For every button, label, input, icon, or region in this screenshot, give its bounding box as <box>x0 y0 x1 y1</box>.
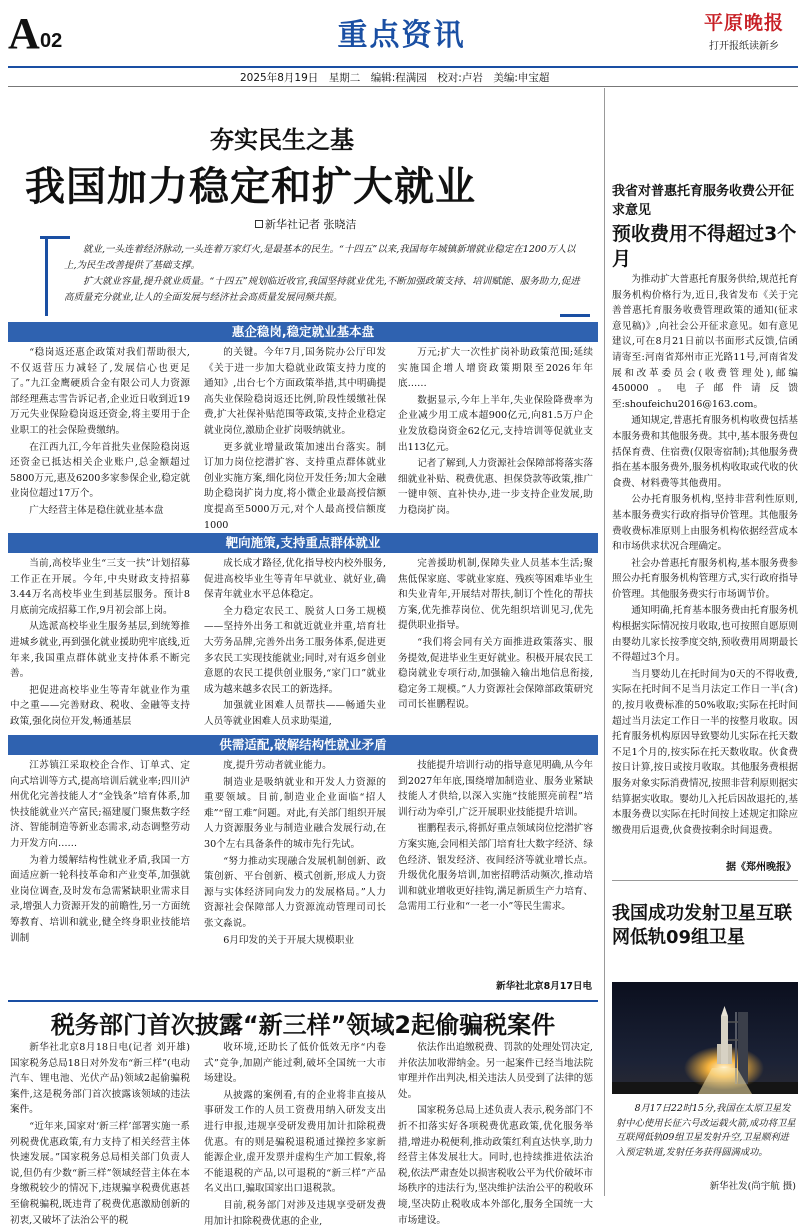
page-number: 02 <box>40 30 63 52</box>
rocket-launch-photo <box>612 982 798 1094</box>
paragraph: 目前,税务部门对涉及违规享受研发费用加计扣除税费优惠的企业, <box>204 1199 386 1227</box>
paragraph: 的关键。今年7月,国务院办公厅印发《关于进一步加大稳就业政策支持力度的通知》,出台七个方面政策举措,其中明确提高失业保险稳岗返还比例,阶段性缓缴社保费,扩大社保补贴范围等政策,支持企业稳定就业岗位,激励企业扩岗吸纳就业。 <box>204 347 386 436</box>
paragraph: 记者了解到,人力资源社会保障部将落实落细就业补贴、税费优惠、担保贷款等政策,推广一键申领、直补快办,进一步支持企业发展,助力稳岗扩岗。 <box>398 458 593 516</box>
paragraph: 广大经营主体是稳住就业基本盘 <box>29 504 164 516</box>
satellite-caption: 8月17日22时15分,我国在太原卫星发射中心使用长征六号改运载火箭,成功将卫星互联网低轨09组卫星发射升空,卫星顺利进入预定轨道,发射任务获得圆满成功。 <box>616 1103 796 1158</box>
paragraph: 加强就业困难人员帮扶——畅通失业人员等就业困难人员求助渠道, <box>204 700 386 727</box>
sidebar-rule <box>604 88 605 1196</box>
lead-text: 就业,一头连着经济脉动,一头连着万家灯火,是最基本的民生。“十四五”以来,我国每年城镇新增就业稳定在1200万人以上,为民生改善提供了基础支撑。 <box>64 244 576 271</box>
page-letter: A <box>8 9 40 58</box>
byline-text: 新华社记者 张晓洁 <box>265 218 357 231</box>
paragraph: 新华社北京8月18日电(记者 刘开雄)国家税务总局18日对外发布“新三样”(电动汽车、锂电池、光伏产品)领域2起偷骗税案件,这是税务部门首次披露该领域的违法案件。 <box>10 1042 190 1116</box>
article-column <box>398 556 593 730</box>
sidebar-headline: 预收费用不得超过3个月 <box>612 223 797 270</box>
paper-name: 平原晚报 <box>703 12 784 34</box>
paragraph: 通知规定,普惠托育服务机构收费包括基本服务费和其他服务费。其中,基本服务费包括保育费、住宿费(仅限寄宿制);其他服务费指在基本服务费外,服务机构收取或代收的伙食费、材料费等其他费用。 <box>612 415 798 489</box>
article-column <box>10 1040 190 1226</box>
paragraph: 社会办普惠托育服务机构,基本服务费参照公办托育服务机构管理方式,实行政府指导价管理。其他服务费实行市场调节价。 <box>612 557 798 600</box>
paragraph: 江苏镇江采取校企合作、订单式、定向式培训等方式,提高培训后就业率;四川泸州优化完善技能人才“金钱条”培育体系,加快技能就业兴产富民;福建厦门聚焦数字经济、智能制造等新业态需求,动态调整劳动力开发方向…… <box>10 760 190 849</box>
article-column <box>204 556 386 730</box>
sidebar-article <box>612 272 798 857</box>
paragraph: 在江西九江,今年首批失业保险稳岗返还资金已抵达相关企业账户,总金额超过5800万元,惠及6200多家参保企业,稳定就业岗位超过17万个。 <box>10 441 190 500</box>
section-bar-1: 惠企稳岗,稳定就业基本盘 <box>8 322 598 342</box>
paragraph: 万元;扩大一次性扩岗补助政策范围;延续实施国企增人增资政策期限至2026年年底…… <box>398 347 593 390</box>
paragraph: “近年来,国家对‘新三样’部署实施一系列税费优惠政策,有力支持了相关经营主体快速发展。”国家税务总局相关部门负责人说,但仍有少数“新三样”领域经营主体在本身缴税较少的情况下,违规骗享税费优惠甚至偷税骗税,既违背了税费优惠激励创新的初衷,又破坏了法治公平的税 <box>10 1120 190 1226</box>
lead-corner-rule <box>560 314 590 317</box>
section-bar-3: 供需适配,破解结构性就业矛盾 <box>8 735 598 755</box>
sidebar-divider <box>612 880 798 881</box>
paragraph: 制造业是吸纳就业和开发人力资源的重要领域。目前,制造业企业面临“招人难”“留工难”问题。对此,有关部门组织开展人力资源服务业与制造业融合发展行动,在30个左右具备条件的城市先行先试。 <box>204 776 386 850</box>
paragraph: 把促进高校毕业生等青年就业作为重中之重——完善财政、税收、金融等支持政策,强化岗位开发,畅通基层 <box>10 684 190 727</box>
rocket-launch-image <box>612 982 798 1094</box>
article-column <box>204 1040 386 1227</box>
photo-credit: 新华社发(尚宇航 摄) <box>709 1181 796 1192</box>
lead-kicker: 夯实民生之基 <box>210 125 354 154</box>
lead-headline: 我国加力稳定和扩大就业 <box>25 164 476 210</box>
article-column <box>204 345 386 531</box>
story-dateline-end: 新华社北京8月17日电 <box>496 981 592 992</box>
article-column <box>398 345 593 525</box>
paragraph: “我们将会同有关方面推进政策落实、服务提效,促进毕业生更好就业。积极开展农民工稳岗就业专项行动,加强输入输出地信息衔接,稳定务工规模。”人力资源社会保障部政策研究司司长崔鹏程说。 <box>398 636 593 711</box>
paragraph: 公办托育服务机构,坚持非营利性原则,基本服务费实行政府指导价管理。其他服务费收费标准原则上由服务机构依据经营成本和市场供求状况合理确定。 <box>612 494 798 553</box>
paragraph: 当前,高校毕业生“三支一扶”计划招募工作正在开展。今年,中央财政支持招募3.44万名高校毕业生到基层服务。预计8月底前完成招募工作,9月初会部上岗。 <box>10 558 190 616</box>
paragraph: 数据显示,今年上半年,失业保险降费率为企业减少用工成本超900亿元,向81.5万户企业发放稳岗资金62亿元,支持培训等促就业支出113亿元。 <box>398 394 593 453</box>
paragraph: 国家税务总局上述负责人表示,税务部门不折不扣落实好各项税费优惠政策,优化服务举措,增进办税便利,推动政策红利直达快享,助力经营主体发展壮大。同时,也持续推进依法治税,依法严肃查处以损害税收公平为代价破坏市场秩序的违法行为,坚决维护法治公平的税收环境,坚决防止税收成本外部化,服务全国统一大市场建设。 <box>398 1105 593 1226</box>
tax-headline: 税务部门首次披露“新三样”领域2起偷骗税案件 <box>50 1011 556 1039</box>
satellite-headline: 我国成功发射卫星互联网低轨09组卫星 <box>612 903 792 948</box>
header-rule <box>8 66 798 68</box>
paragraph: 6月印发的关于开展大规模职业 <box>223 934 355 946</box>
paragraph: 从披露的案例看,有的企业将非直接从事研发工作的人员工资费用纳入研发支出进行申报,违规享受研发费用加计扣除税费优惠。有的则是骗税退税通过操控多家新能源企业,虚开发票并虚构生产加工假象,将不能退税的产品,以可退税的“新三样”产品名义出口,骗取国家出口退税款。 <box>204 1089 386 1195</box>
paragraph: 技能提升培训行动的指导意见明确,从今年到2027年年底,围绕增加制造业、服务业紧缺技能人才供给,以深入实施“技能照亮前程”培训行动为牵引,广泛开展职业技能提升培训。 <box>398 760 593 818</box>
paragraph: 为着力缓解结构性就业矛盾,我国一方面适应新一轮科技革命和产业变革,加强就业岗位调查,及时发布急需紧缺职业需求目录,增强人力资源开发的前瞻性,另一方面统筹教育、培训和就业,健全终身职业技能培训制 <box>10 854 190 944</box>
sidebar-kicker: 我省对普惠托育服务收费公开征求意见 <box>612 184 795 218</box>
sidebar-source: 据《郑州晚报》 <box>726 862 796 873</box>
paragraph: “努力推动实现融合发展机制创新、政策创新、平台创新、模式创新,形成人力资源与实体经济同向发力的发展格局。”人力资源社会保障部人力资源流动管理司司长张文淼说。 <box>204 855 386 929</box>
article-column <box>10 345 190 525</box>
article-column <box>10 556 190 730</box>
paragraph: 为推动扩大普惠托育服务供给,规范托育服务机构价格行为,近日,我省发布《关于完善普惠托育服务收费管理政策的通知(征求意见稿)》,向社会公开征求意见。如有意见建议,可在8月21日前以书面形式反馈,信函请寄至:河南省郑州市正光路11号,河南省发展和改革委员会(收费管理处),邮编450000。电子邮件请反馈至:shoufeichu2016@163.com。 <box>612 274 798 410</box>
paragraph: 成长成才路径,优化指导校内校外服务,促进高校毕业生等青年早就业、就好业,确保青年就业水平总体稳定。 <box>204 558 386 601</box>
paragraph: 全力稳定农民工、脱贫人口务工规模——坚持外出务工和就近就业并重,培育壮大劳务品牌,完善外出务工服务体系,促进更多农民工实现技能就业;同时,对有返乡创业意愿的农民工提供创业服务,“家门口”就业成为越来越多农民工的新选择。 <box>204 605 386 695</box>
article-column <box>398 758 593 978</box>
paragraph: 更多就业增量政策加速出台落实。制订加力岗位挖潜扩容、支持重点群体就业创业实施方案,细化岗位开发任务;加大金融助企稳岗扩岗力度,将小微企业最高授信额度提高至5000万元,对个人最高授信额度1000 <box>204 441 386 531</box>
bottom-rule <box>8 1000 598 1002</box>
section-title: 重点资讯 <box>337 18 466 53</box>
dateline: 2025年8月19日 星期二 编辑:程满园 校对:卢岩 美编:申宝超 <box>240 72 550 84</box>
byline-box-icon <box>255 220 263 228</box>
article-column <box>398 1040 593 1226</box>
paragraph: 度,提升劳动者就业能力。 <box>223 760 332 771</box>
dateline-rule <box>8 86 798 87</box>
paper-logo <box>690 8 798 52</box>
article-column <box>10 758 190 994</box>
paragraph: 通知明确,托育基本服务费由托育服务机构根据实际情况按月收取,也可按照自愿原则由婴幼儿家长按季度交纳,预收费用周期最长不得超过3个月。 <box>612 605 798 664</box>
paragraph: “稳岗返还惠企政策对我们帮助很大,不仅返营压力减轻了,发展信心也更足了。”九江金鹰硬质合金有限公司人力资源部经理燕志雪告诉记者,企业近日收到近19万元失业保险稳岗返还资金,将主要用于企业职工的社会保险费缴纳。 <box>10 347 190 436</box>
byline <box>255 216 357 232</box>
paragraph: 依法作出追缴税费、罚款的处理处罚决定,并依法加收滞纳金。另一起案件已经当地法院审理并作出判决,相关违法人员受到了法律的惩处。 <box>398 1042 593 1100</box>
section-bar-2: 靶向施策,支持重点群体就业 <box>8 533 598 553</box>
paragraph: 当月婴幼儿在托时间为0天的不得收费,实际在托时间不足当月法定工作日一半(含)的,按月收费标准的50%收取;实际在托时间超过当月法定工作日一半的按整月收取。因托育服务机构原因导致婴幼儿实际在托天数不足1个月的,按实际在托天数收取。伙食费按日计算,按日或按月收取。其他服务费根据服务对象实际消费情况,按照非营利原则据实结算据实收取。婴幼儿入托后因故退托的,基本服务费以实际在托时间按上述规定扣除应缴费用后退费,伙食费按剩余时间退费。 <box>612 668 798 836</box>
paper-slogan: 打开报纸读新乡 <box>709 41 779 52</box>
paragraph: 收环境,还助长了低价低效无序“内卷式”竞争,加剧产能过剩,破坏全国统一大市场建设。 <box>204 1042 386 1085</box>
article-column <box>204 758 386 994</box>
paragraph: 从选派高校毕业生服务基层,到统筹推进城乡就业,再到强化就业援助兜牢底线,近年来,我国重点群体就业支持体系不断完善。 <box>10 621 190 680</box>
lead-paragraph <box>45 238 590 316</box>
lead-text: 扩大就业容量,提升就业质量。“十四五”规划临近收官,我国坚持就业优先,不断加强政策支持、培训赋能、服务助力,促进高质量充分就业,让人的全面发展与经济社会高质量发展同频共振。 <box>64 276 580 303</box>
paragraph: 崔鹏程表示,将抓好重点领域岗位挖潜扩容方案实施,会同相关部门培育壮大数字经济、绿色经济、银发经济、夜间经济等就业增长点。升级优化服务培训,加密招聘活动频次,推动培训和就业增收更好挂钩,满足新质生产力培育、急需用工行业和“一老一小”等民生需求。 <box>398 823 593 913</box>
paragraph: 完善援助机制,保障失业人员基本生活;聚焦低保家庭、零就业家庭、残疾等困难毕业生和失业青年,开展结对帮扶,制订个性化的帮扶方案,优先推荐岗位、优先组织培训见习,优先提供职业指导。 <box>398 558 593 632</box>
